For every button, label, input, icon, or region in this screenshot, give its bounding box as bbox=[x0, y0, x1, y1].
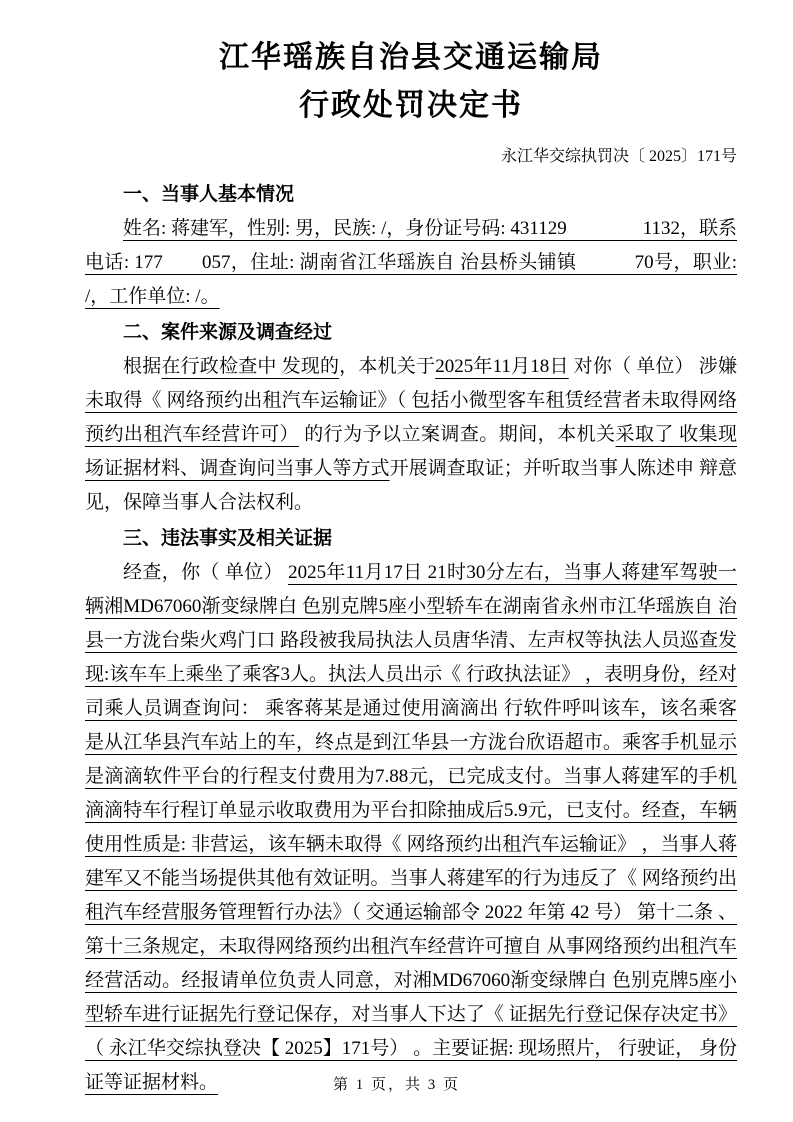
page-number-footer: 第 1 页，共 3 页 bbox=[332, 1077, 460, 1093]
body-text: 根据 bbox=[123, 356, 162, 377]
underlined-text: 在行政检查中 发现的 bbox=[161, 356, 340, 377]
underlined-text: 采取了 收集现场证据材料、调查询问当事人等方式 bbox=[85, 424, 737, 479]
section-heading-1: 一、当事人基本情况 bbox=[123, 184, 295, 205]
paragraph bbox=[85, 350, 737, 520]
section-heading-2: 二、案件来源及调查经过 bbox=[123, 322, 333, 343]
underlined-text: 姓名: 蒋建军，性别: 男，民族: /，身份证号码: 431129 1132，联系电话: 177 057，住址: 湖南省江华瑶族自 治县桥头铺镇 70号，职业: /，工作单位: /。 bbox=[85, 218, 737, 307]
underlined-text: 未取得《 网络预约出租汽车运输证》（ 包括小微型客车租赁经营者未取得网络预约出租汽车经营许可） bbox=[85, 390, 737, 445]
underlined-text: 2025年11月17日 21时30分左右，当事人蒋建军驾驶一辆湘MD67060渐变绿牌白 色别克牌5座小型轿车在湖南省永州市江华瑶族自 治县一方泷台柴火鸡门口 路段被我局执法人员唐华清、左声权等执法人员巡查发现:该车车上乘坐了乘客3人。执法人员出示《 行政执法证》 ，表明身份，经对司乘人员调查询问： 乘客蒋某是通过使用滴滴出 行软件呼叫该车，该名乘客是从江华县汽车站上的车，终点是到江华县一方泷台欣语超市。乘客手机显示是滴滴软件平台的行程支付费用为7.88元，已完成支付。当事人蒋建军的手机滴滴特车行程订单显示收取费用为平台扣除抽成后5.9元，已支付。经查，车辆使用性质是: 非营运，该车辆未取得《 网络预约出租汽车运输证》 ，当事人蒋建军又不能当场提供其他有效证明。当事人蒋建军的行为违反了《 网络预约出租汽车经营服务管理暂行办法》（ 交通运输部令 2022 年第 42 号） 第十二条 、第十三条规定，未取得网络预约出租汽车经营许可擅自 从事网络预约出租汽车经营活动。经报请单位负责人同意，对湘MD67060渐变绿牌白 色别克牌5座小型轿车进行证据先行登记保存，对当事人下达了《 证据先行登记保存决定书》（ 永江华交综执登决【 2025】171号） 。主要证据: 现场照片， 行驶证， 身份证等证据材料。 bbox=[85, 562, 737, 1093]
body-text: 的行为予以立案调查。期间，本机关 bbox=[299, 424, 616, 445]
underlined-text: 2025年11月18日 bbox=[435, 356, 569, 377]
document-title-line1: 江华瑶族自治县交通运输局 bbox=[219, 41, 603, 74]
document-title-line2: 行政处罚决定书 bbox=[299, 89, 523, 122]
section-heading-3: 三、违法事实及相关证据 bbox=[123, 528, 333, 549]
body-text: 对你（ 单位） 涉嫌 bbox=[568, 356, 737, 377]
body-text: 开展调查取证；并听取当事人陈述申 辩意见，保障当事人合法权利。 bbox=[85, 458, 737, 513]
body-text: ，本机关于 bbox=[339, 356, 436, 377]
body-text: 经查，你（ 单位） bbox=[123, 562, 289, 583]
paragraph bbox=[85, 556, 737, 1100]
document-number: 永江华交综执罚决〔 2025〕171号 bbox=[500, 148, 737, 165]
document-body bbox=[85, 178, 737, 1100]
paragraph bbox=[85, 212, 737, 314]
